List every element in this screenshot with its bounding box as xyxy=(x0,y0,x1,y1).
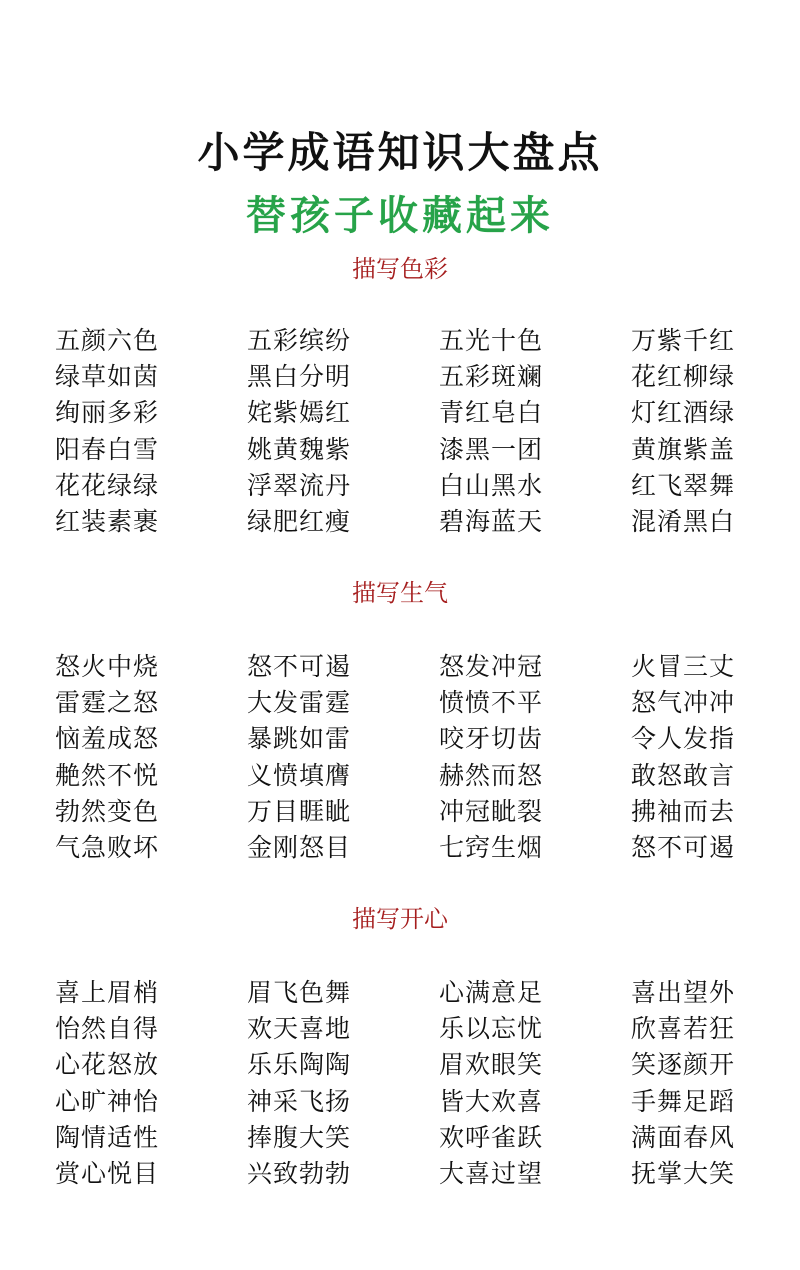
idiom-grid xyxy=(55,649,745,866)
idiom-item: 乐乐陶陶 xyxy=(247,1050,352,1080)
idiom-item: 赏心悦目 xyxy=(55,1158,160,1188)
idiom-item: 万紫千红 xyxy=(631,326,736,355)
idiom-item: 浮翠流丹 xyxy=(247,470,352,500)
idiom-item: 红装素裹 xyxy=(55,506,160,536)
idiom-item: 喜上眉梢 xyxy=(55,978,160,1007)
idiom-item: 怒发冲冠 xyxy=(439,652,544,681)
idiom-item: 漆黑一团 xyxy=(439,434,544,464)
idiom-item: 恼羞成怒 xyxy=(55,724,160,754)
idiom-item: 怒火中烧 xyxy=(55,652,160,681)
idiom-item: 勃然变色 xyxy=(55,796,160,826)
idiom-item: 令人发指 xyxy=(631,724,736,754)
idiom-item: 青红皂白 xyxy=(439,398,544,428)
idiom-item: 欢天喜地 xyxy=(247,1014,352,1044)
idiom-grid xyxy=(55,975,745,1192)
idiom-item: 拂袖而去 xyxy=(631,796,736,826)
idiom-item: 混淆黑白 xyxy=(631,506,736,536)
idiom-item: 七窍生烟 xyxy=(439,832,544,862)
page-subtitle: 替孩子收藏起来 xyxy=(246,193,554,239)
idiom-item: 阳春白雪 xyxy=(55,434,160,464)
idiom-item: 碧海蓝天 xyxy=(439,506,544,536)
idiom-item: 神采飞扬 xyxy=(247,1086,352,1116)
idiom-item: 义愤填膺 xyxy=(247,760,352,790)
idiom-item: 心满意足 xyxy=(439,978,544,1007)
idiom-item: 花红柳绿 xyxy=(631,362,736,392)
idiom-item: 五彩斑斓 xyxy=(439,362,544,392)
idiom-item: 冲冠眦裂 xyxy=(439,796,544,826)
idiom-item: 大发雷霆 xyxy=(247,688,352,718)
idiom-item: 灯红酒绿 xyxy=(631,398,736,428)
idiom-item: 火冒三丈 xyxy=(631,652,736,681)
idiom-item: 陶情适性 xyxy=(55,1122,160,1152)
idiom-item: 愤愤不平 xyxy=(439,688,544,718)
idiom-item: 抚掌大笑 xyxy=(631,1158,736,1188)
idiom-item: 金刚怒目 xyxy=(247,832,352,862)
idiom-item: 红飞翠舞 xyxy=(631,470,736,500)
idiom-item: 暴跳如雷 xyxy=(247,724,352,754)
idiom-item: 喜出望外 xyxy=(631,978,736,1007)
idiom-item: 怡然自得 xyxy=(55,1014,160,1044)
idiom-item: 绚丽多彩 xyxy=(55,398,160,428)
idiom-item: 气急败坏 xyxy=(55,832,160,862)
section-heading: 描写生气 xyxy=(352,579,448,607)
idiom-item: 咬牙切齿 xyxy=(439,724,544,754)
idiom-item: 五颜六色 xyxy=(55,326,160,355)
idiom-item: 花花绿绿 xyxy=(55,470,160,500)
idiom-grid xyxy=(55,323,745,540)
idiom-item: 手舞足蹈 xyxy=(631,1086,736,1116)
section-heading: 描写色彩 xyxy=(352,255,448,283)
idiom-item: 乐以忘忧 xyxy=(439,1014,544,1044)
idiom-item: 捧腹大笑 xyxy=(247,1122,352,1152)
idiom-item: 五彩缤纷 xyxy=(247,326,352,355)
idiom-item: 绿草如茵 xyxy=(55,362,160,392)
idiom-item: 皆大欢喜 xyxy=(439,1086,544,1116)
idiom-item: 心花怒放 xyxy=(55,1050,160,1080)
idiom-item: 兴致勃勃 xyxy=(247,1158,352,1188)
page-title: 小学成语知识大盘点 xyxy=(197,128,603,177)
idiom-item: 笑逐颜开 xyxy=(631,1050,736,1080)
idiom-item: 绿肥红瘦 xyxy=(247,506,352,536)
idiom-item: 黑白分明 xyxy=(247,362,352,392)
idiom-item: 怒气冲冲 xyxy=(631,688,736,718)
section-heading: 描写开心 xyxy=(352,905,448,933)
idiom-item: 万目睚眦 xyxy=(247,796,352,826)
idiom-item: 白山黑水 xyxy=(439,470,544,500)
idiom-item: 艴然不悦 xyxy=(55,760,160,790)
idiom-item: 眉欢眼笑 xyxy=(439,1050,544,1080)
idiom-item: 心旷神怡 xyxy=(55,1086,160,1116)
idiom-item: 姚黄魏紫 xyxy=(247,434,352,464)
idiom-item: 姹紫嫣红 xyxy=(247,398,352,428)
idiom-item: 怒不可遏 xyxy=(631,832,736,862)
idiom-item: 五光十色 xyxy=(439,326,544,355)
idiom-item: 欢呼雀跃 xyxy=(439,1122,544,1152)
idiom-item: 大喜过望 xyxy=(439,1158,544,1188)
idiom-item: 满面春风 xyxy=(631,1122,736,1152)
idiom-item: 眉飞色舞 xyxy=(247,978,352,1007)
idiom-item: 赫然而怒 xyxy=(439,760,544,790)
idiom-item: 黄旗紫盖 xyxy=(631,434,736,464)
idiom-item: 怒不可遏 xyxy=(247,652,352,681)
idiom-item: 雷霆之怒 xyxy=(55,688,160,718)
idiom-item: 敢怒敢言 xyxy=(631,760,736,790)
idiom-item: 欣喜若狂 xyxy=(631,1014,736,1044)
